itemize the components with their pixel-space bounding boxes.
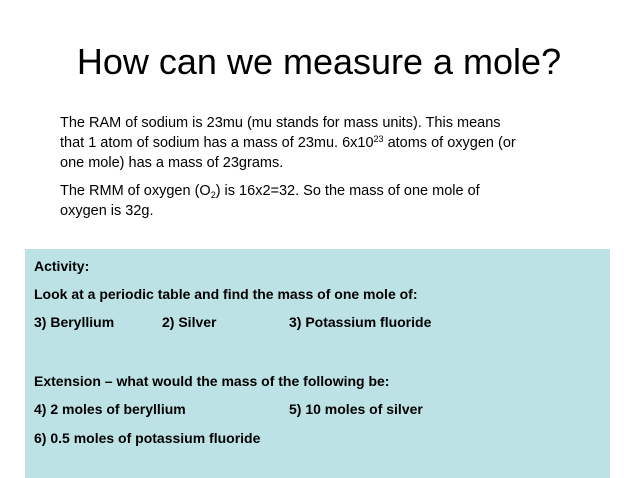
rmm-line-2: oxygen is 32g. [60, 203, 154, 219]
rmm-line-1-start: The RMM of oxygen (O [60, 183, 211, 199]
activity-item-beryllium: 3) Beryllium [34, 314, 115, 330]
extension-item-silver: 5) 10 moles of silver [289, 401, 423, 417]
slide-title: How can we measure a mole? [76, 41, 562, 82]
activity-item-potassium-fluoride: 3) Potassium fluoride [289, 314, 432, 330]
rmm-line-1-end: ) is 16x2=32. So the mass of one mole of [215, 183, 480, 199]
activity-box [25, 249, 610, 478]
extension-heading: Extension – what would the mass of the following be: [34, 373, 390, 389]
intro-line-2 [60, 133, 600, 153]
rmm-line-1 [60, 181, 600, 201]
oxygen-subscript: 2 [210, 190, 216, 200]
exponent-superscript: 23 [373, 134, 384, 144]
activity-item-silver: 2) Silver [162, 314, 217, 330]
extension-item-beryllium: 4) 2 moles of beryllium [34, 401, 186, 417]
intro-line-3: one mole) has a mass of 23grams. [60, 155, 284, 171]
activity-instruction: Look at a periodic table and find the mass of one mole of: [34, 286, 418, 302]
activity-heading: Activity: [34, 258, 90, 274]
extension-item-potassium-fluoride: 6) 0.5 moles of potassium fluoride [34, 430, 261, 446]
intro-paragraph [60, 113, 600, 173]
intro-line-1: The RAM of sodium is 23mu (mu stands for mass units). This means [60, 115, 501, 131]
rmm-paragraph [60, 181, 600, 221]
intro-line-2-start: that 1 atom of sodium has a mass of 23mu. 6x10 [60, 135, 374, 151]
intro-line-2-end: atoms of oxygen (or [383, 135, 516, 151]
